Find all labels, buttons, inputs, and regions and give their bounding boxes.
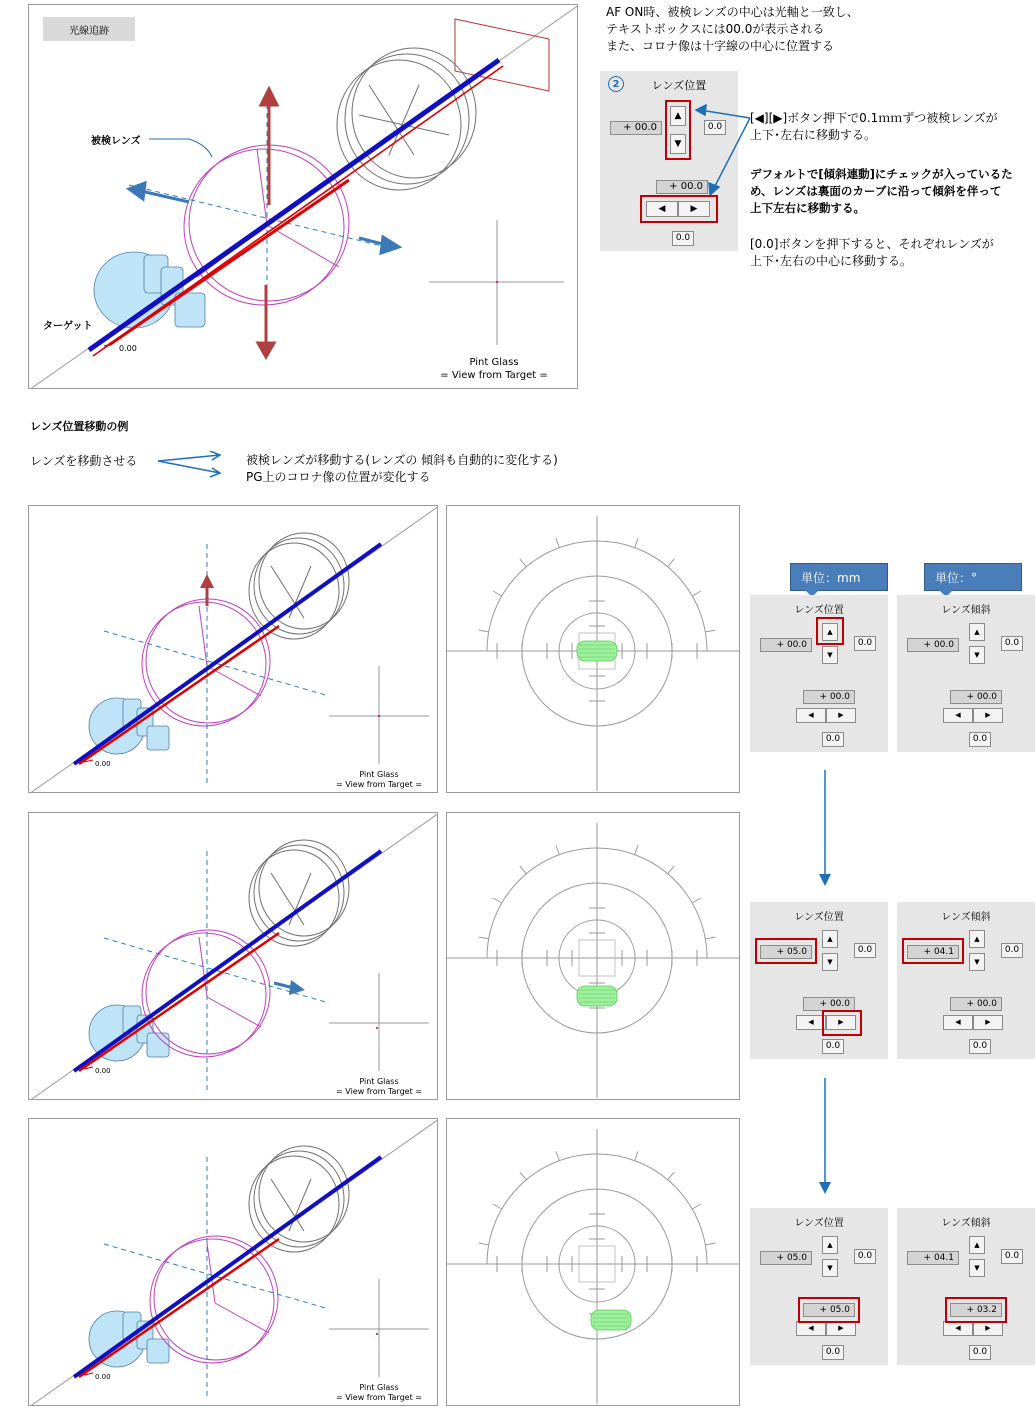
tilt-horizontal-field-1[interactable]: + 00.0 bbox=[950, 690, 1002, 704]
tilt-highlight-horiz-3 bbox=[945, 1297, 1007, 1323]
pint-glass-drawing-3 bbox=[447, 1119, 740, 1406]
tilt-left-button-2[interactable] bbox=[943, 1015, 973, 1030]
tilt-down-arrow-icon-3: ▼ bbox=[974, 1263, 980, 1272]
position-up-button-3[interactable] bbox=[822, 1236, 838, 1254]
lens-label: 被検レンズ bbox=[91, 136, 141, 147]
position-down-button-1[interactable] bbox=[822, 646, 838, 664]
position-horizontal-field-1[interactable]: + 00.0 bbox=[803, 690, 855, 704]
small-value-2: 0.00 bbox=[95, 1067, 111, 1075]
position-down-button-2[interactable] bbox=[822, 953, 838, 971]
target-label: ターゲット bbox=[43, 321, 93, 332]
position-right-button-3[interactable] bbox=[826, 1321, 856, 1336]
pint-glass-label-2 bbox=[319, 1077, 438, 1097]
tilt-horizontal-reset-1[interactable]: 0.0 bbox=[969, 732, 991, 747]
pint-glass-drawing-1 bbox=[447, 506, 740, 793]
position-right-arrow-icon-1: ▶ bbox=[838, 711, 844, 719]
tilt-right-button-3[interactable] bbox=[973, 1321, 1003, 1336]
right-arrow-icon: ▶ bbox=[690, 203, 698, 214]
ray-trace-drawing-3 bbox=[29, 1119, 438, 1406]
pint-glass-line2-1: = View from Target = bbox=[336, 780, 422, 789]
pint-glass-line2: = View from Target = bbox=[440, 370, 548, 381]
position-vertical-field-1[interactable]: + 00.0 bbox=[760, 638, 812, 652]
pint-glass-label-3 bbox=[319, 1383, 438, 1403]
tilt-down-button-2[interactable] bbox=[969, 953, 985, 971]
tilt-vertical-reset-1[interactable]: 0.0 bbox=[1001, 636, 1023, 651]
ray-trace-drawing-2 bbox=[29, 813, 438, 1100]
tilt-panel-title-1: レンズ傾斜 bbox=[941, 605, 991, 616]
example-result-line1: 被検レンズが移動する(レンズの 傾斜も自動的に変化する) bbox=[246, 453, 558, 467]
position-panel-1 bbox=[750, 595, 888, 752]
position-horizontal-reset-1[interactable]: 0.0 bbox=[822, 732, 844, 747]
example-result-line2: PG上のコロナ像の位置が変化する bbox=[246, 470, 431, 484]
position-up-arrow-icon-2: ▲ bbox=[827, 934, 833, 943]
pint-glass-line2-2: = View from Target = bbox=[336, 1087, 422, 1096]
tilt-down-arrow-icon-1: ▼ bbox=[974, 650, 980, 659]
tilt-vertical-field-3[interactable]: + 04.1 bbox=[907, 1251, 959, 1265]
step-number-badge: 2 bbox=[608, 76, 624, 92]
note-af-on-line2: テキストボックスには00.0が表示される bbox=[606, 22, 825, 36]
note-default-line3: 上下左右に移動する。 bbox=[750, 201, 865, 215]
position-panel-title-2: レンズ位置 bbox=[794, 912, 844, 923]
note-default-tilt bbox=[750, 166, 1013, 217]
tilt-left-button-1[interactable] bbox=[943, 708, 973, 723]
tilt-left-arrow-icon-2: ◀ bbox=[955, 1018, 961, 1026]
tilt-vertical-field-1[interactable]: + 00.0 bbox=[907, 638, 959, 652]
panel-title: レンズ位置 bbox=[651, 79, 707, 92]
position-right-arrow-icon-2: ▶ bbox=[838, 1018, 844, 1026]
note-button-line1: [◀][▶]ボタン押下で0.1ｍｍずつ被検レンズが bbox=[750, 111, 998, 125]
position-down-button-3[interactable] bbox=[822, 1259, 838, 1277]
note-default-line2: め、レンズは裏面のカーブに沿って傾斜を伴って bbox=[750, 184, 1002, 198]
position-up-arrow-icon-3: ▲ bbox=[827, 1240, 833, 1249]
position-up-arrow-icon-1: ▲ bbox=[827, 627, 833, 636]
tilt-highlight-vert-2 bbox=[902, 938, 964, 964]
small-value-3: 0.00 bbox=[95, 1373, 111, 1381]
note-af-on bbox=[606, 4, 859, 55]
double-arrow-icon bbox=[156, 451, 226, 481]
position-vertical-field-3[interactable]: + 05.0 bbox=[760, 1251, 812, 1265]
position-down-arrow-icon-2: ▼ bbox=[827, 957, 833, 966]
tilt-left-arrow-icon-3: ◀ bbox=[955, 1324, 961, 1332]
note-button-behavior bbox=[750, 110, 998, 144]
pint-glass-label-1 bbox=[319, 770, 438, 790]
tilt-left-button-3[interactable] bbox=[943, 1321, 973, 1336]
position-horizontal-reset-3[interactable]: 0.0 bbox=[822, 1345, 844, 1360]
ray-trace-tab-button[interactable]: 光線追跡 bbox=[43, 17, 135, 41]
pint-glass-line1-3: Pint Glass bbox=[359, 1383, 399, 1392]
position-vertical-reset-2[interactable]: 0.0 bbox=[854, 943, 876, 958]
vertical-position-field[interactable]: + 00.0 bbox=[610, 121, 662, 135]
note-af-on-line1: AF ON時、被検レンズの中心は光軸と一致し、 bbox=[606, 5, 859, 19]
tilt-horizontal-reset-3[interactable]: 0.0 bbox=[969, 1345, 991, 1360]
tilt-up-arrow-icon-1: ▲ bbox=[974, 627, 980, 636]
note-reset bbox=[750, 236, 994, 270]
ray-trace-drawing-1 bbox=[29, 506, 438, 793]
small-value-1: 0.00 bbox=[95, 760, 111, 768]
vertical-reset-button[interactable]: 0.0 bbox=[704, 120, 726, 135]
tilt-left-arrow-icon-1: ◀ bbox=[955, 711, 961, 719]
position-panel-2 bbox=[750, 902, 888, 1059]
ray-trace-view-1 bbox=[28, 505, 438, 793]
position-down-arrow-icon-1: ▼ bbox=[827, 650, 833, 659]
pint-glass-drawing-2 bbox=[447, 813, 740, 1100]
note-reset-line1: [0.0]ボタンを押下すると、それぞれレンズが bbox=[750, 237, 994, 251]
pint-glass-view-3 bbox=[446, 1118, 740, 1406]
position-panel-3 bbox=[750, 1208, 888, 1365]
tilt-up-arrow-icon-2: ▲ bbox=[974, 934, 980, 943]
ray-trace-view-2 bbox=[28, 812, 438, 1100]
note-default-line1: デフォルトで[傾斜連動]にチェックが入っているた bbox=[750, 167, 1013, 181]
tilt-horizontal-field-3[interactable]: + 03.2 bbox=[950, 1303, 1002, 1317]
ray-trace-drawing bbox=[29, 5, 578, 389]
position-horizontal-reset-2[interactable]: 0.0 bbox=[822, 1039, 844, 1054]
pint-glass-label bbox=[429, 356, 559, 382]
position-right-button-1[interactable] bbox=[826, 708, 856, 723]
position-panel-title-1: レンズ位置 bbox=[794, 605, 844, 616]
tilt-horizontal-field-2[interactable]: + 00.0 bbox=[950, 997, 1002, 1011]
tilt-down-button-3[interactable] bbox=[969, 1259, 985, 1277]
flow-arrow-2 bbox=[815, 1078, 835, 1198]
position-vertical-field-2[interactable]: + 05.0 bbox=[760, 945, 812, 959]
unit-badge-degree: 単位：° bbox=[924, 563, 1022, 591]
pint-glass-line1-1: Pint Glass bbox=[359, 770, 399, 779]
position-highlight-right-2 bbox=[822, 1010, 862, 1036]
position-panel-title-3: レンズ位置 bbox=[794, 1218, 844, 1229]
tilt-right-arrow-icon-2: ▶ bbox=[985, 1018, 991, 1026]
tilt-up-arrow-icon-3: ▲ bbox=[974, 1240, 980, 1249]
position-left-arrow-icon-2: ◀ bbox=[808, 1018, 814, 1026]
note-button-line2: 上下･左右に移動する。 bbox=[750, 128, 877, 142]
horizontal-reset-button[interactable]: 0.0 bbox=[672, 231, 694, 246]
position-left-button-1[interactable] bbox=[796, 708, 826, 723]
example-heading: レンズ位置移動の例 bbox=[30, 420, 129, 433]
tilt-up-button-1[interactable] bbox=[969, 623, 985, 641]
tilt-right-button-1[interactable] bbox=[973, 708, 1003, 723]
pint-glass-view-1 bbox=[446, 505, 740, 793]
tilt-right-arrow-icon-3: ▶ bbox=[985, 1324, 991, 1332]
position-left-button-3[interactable] bbox=[796, 1321, 826, 1336]
tilt-horizontal-reset-2[interactable]: 0.0 bbox=[969, 1039, 991, 1054]
tilt-panel-1 bbox=[897, 595, 1035, 752]
tilt-vertical-reset-2[interactable]: 0.0 bbox=[1001, 943, 1023, 958]
note-af-on-line3: また、コロナ像は十字線の中心に位置する bbox=[606, 39, 835, 53]
position-horizontal-field-2[interactable]: + 00.0 bbox=[803, 997, 855, 1011]
tilt-vertical-field-2[interactable]: + 04.1 bbox=[907, 945, 959, 959]
horizontal-position-field[interactable]: + 00.0 bbox=[656, 180, 708, 194]
tilt-panel-2 bbox=[897, 902, 1035, 1059]
position-right-arrow-icon-3: ▶ bbox=[838, 1324, 844, 1332]
unit-badge-mm: 単位：mm bbox=[790, 563, 888, 591]
position-highlight-horiz-3 bbox=[798, 1297, 860, 1323]
tilt-panel-title-3: レンズ傾斜 bbox=[941, 1218, 991, 1229]
up-arrow-icon: ▲ bbox=[674, 110, 682, 121]
position-left-arrow-icon-3: ◀ bbox=[808, 1324, 814, 1332]
position-vertical-reset-1[interactable]: 0.0 bbox=[854, 636, 876, 651]
tilt-down-arrow-icon-2: ▼ bbox=[974, 957, 980, 966]
small-value: 0.00 bbox=[119, 344, 137, 353]
tilt-right-arrow-icon-1: ▶ bbox=[985, 711, 991, 719]
example-result-text bbox=[246, 452, 558, 486]
updown-highlight bbox=[665, 100, 691, 160]
tilt-down-button-1[interactable] bbox=[969, 646, 985, 664]
note-reset-line2: 上下･左右の中心に移動する。 bbox=[750, 254, 913, 268]
pint-glass-line1-2: Pint Glass bbox=[359, 1077, 399, 1086]
position-vertical-reset-3[interactable]: 0.0 bbox=[854, 1249, 876, 1264]
tilt-right-button-2[interactable] bbox=[973, 1015, 1003, 1030]
position-down-arrow-icon-3: ▼ bbox=[827, 1263, 833, 1272]
tilt-vertical-reset-3[interactable]: 0.0 bbox=[1001, 1249, 1023, 1264]
tilt-up-button-2[interactable] bbox=[969, 930, 985, 948]
down-arrow-icon: ▼ bbox=[674, 138, 682, 149]
tilt-up-button-3[interactable] bbox=[969, 1236, 985, 1254]
pint-glass-line1: Pint Glass bbox=[469, 357, 519, 368]
pint-glass-line2-3: = View from Target = bbox=[336, 1393, 422, 1402]
flow-arrow-1 bbox=[815, 770, 835, 890]
ray-trace-view-3 bbox=[28, 1118, 438, 1406]
example-left-text: レンズを移動させる bbox=[30, 454, 138, 468]
position-highlight-vert-2 bbox=[755, 938, 817, 964]
position-up-button-2[interactable] bbox=[822, 930, 838, 948]
position-highlight-up-1 bbox=[816, 617, 844, 645]
ray-trace-view-main bbox=[28, 4, 578, 389]
tilt-panel-title-2: レンズ傾斜 bbox=[941, 912, 991, 923]
position-left-arrow-icon-1: ◀ bbox=[808, 711, 814, 719]
left-arrow-icon: ◀ bbox=[658, 203, 666, 214]
tilt-panel-3 bbox=[897, 1208, 1035, 1365]
pint-glass-view-2 bbox=[446, 812, 740, 1100]
position-horizontal-field-3[interactable]: + 05.0 bbox=[803, 1303, 855, 1317]
